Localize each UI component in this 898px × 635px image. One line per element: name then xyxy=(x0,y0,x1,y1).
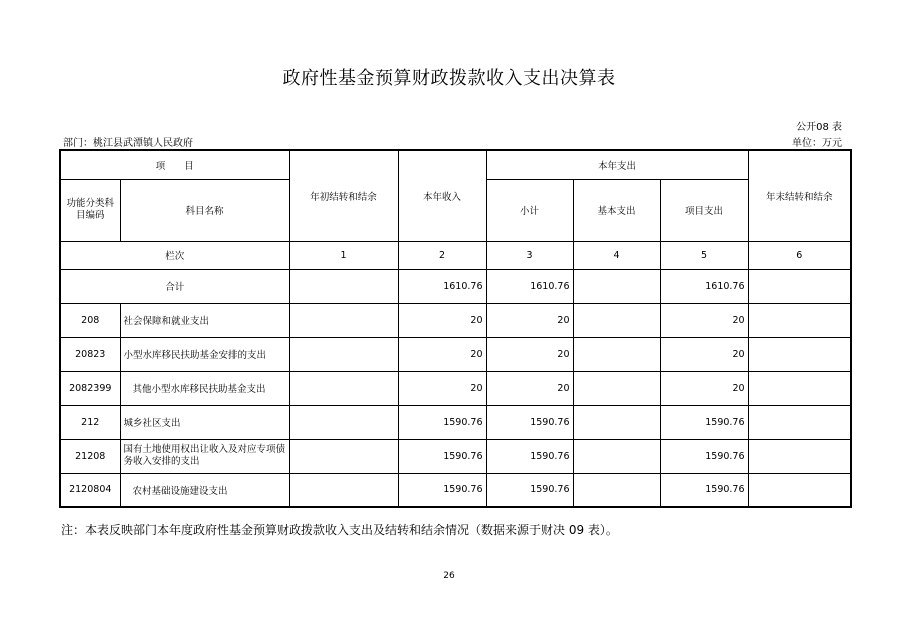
table-row xyxy=(60,337,851,371)
row-name: 社会保障和就业支出 xyxy=(120,303,289,337)
row-subtotal: 1590.76 xyxy=(486,473,573,507)
row-income: 20 xyxy=(398,303,486,337)
row-project: 20 xyxy=(660,337,748,371)
header-basic-expense: 基本支出 xyxy=(573,179,660,241)
row-closing xyxy=(748,473,851,507)
row-name: 农村基础设施建设支出 xyxy=(120,473,289,507)
fund-budget-table xyxy=(59,149,852,508)
total-income: 1610.76 xyxy=(398,269,486,303)
row-subtotal: 1590.76 xyxy=(486,405,573,439)
row-name: 国有土地使用权出让收入及对应专项债务收入安排的支出 xyxy=(120,439,289,473)
header-func-code: 功能分类科目编码 xyxy=(60,179,120,241)
header-current-income: 本年收入 xyxy=(398,150,486,241)
table-note: 注：本表反映部门本年度政府性基金预算财政拨款收入支出及结转和结余情况（数据来源于财决 09 表）。 xyxy=(61,523,618,537)
row-project: 20 xyxy=(660,303,748,337)
row-basic xyxy=(573,337,660,371)
row-closing xyxy=(748,439,851,473)
header-subtotal: 小计 xyxy=(486,179,573,241)
row-opening xyxy=(289,439,398,473)
column-index-5: 5 xyxy=(660,241,748,269)
header-project-expense: 项目支出 xyxy=(660,179,748,241)
row-income: 20 xyxy=(398,371,486,405)
total-basic xyxy=(573,269,660,303)
row-subtotal: 20 xyxy=(486,337,573,371)
row-project: 20 xyxy=(660,371,748,405)
row-name: 其他小型水库移民扶助基金支出 xyxy=(120,371,289,405)
row-opening xyxy=(289,337,398,371)
row-basic xyxy=(573,439,660,473)
column-index-label: 栏次 xyxy=(60,241,289,269)
row-basic xyxy=(573,473,660,507)
column-index-3: 3 xyxy=(486,241,573,269)
header-current-expense: 本年支出 xyxy=(486,150,748,179)
row-project: 1590.76 xyxy=(660,439,748,473)
row-code: 212 xyxy=(60,405,120,439)
row-closing xyxy=(748,405,851,439)
total-label: 合计 xyxy=(60,269,289,303)
row-basic xyxy=(573,303,660,337)
row-closing xyxy=(748,303,851,337)
total-row xyxy=(60,269,851,303)
row-income: 1590.76 xyxy=(398,473,486,507)
table-row xyxy=(60,405,851,439)
table-row xyxy=(60,303,851,337)
row-project: 1590.76 xyxy=(660,405,748,439)
row-opening xyxy=(289,371,398,405)
row-subtotal: 20 xyxy=(486,303,573,337)
row-code: 21208 xyxy=(60,439,120,473)
table-row xyxy=(60,473,851,507)
total-subtotal: 1610.76 xyxy=(486,269,573,303)
unit-label: 单位：万元 xyxy=(792,138,842,149)
header-subject-name: 科目名称 xyxy=(120,179,289,241)
row-opening xyxy=(289,405,398,439)
header-opening-balance: 年初结转和结余 xyxy=(289,150,398,241)
table-row xyxy=(60,439,851,473)
row-project: 1590.76 xyxy=(660,473,748,507)
column-index-6: 6 xyxy=(748,241,851,269)
row-name: 城乡社区支出 xyxy=(120,405,289,439)
column-index-row xyxy=(60,241,851,269)
header-closing-balance: 年末结转和结余 xyxy=(748,150,851,241)
row-opening xyxy=(289,473,398,507)
total-project: 1610.76 xyxy=(660,269,748,303)
row-income: 20 xyxy=(398,337,486,371)
total-closing xyxy=(748,269,851,303)
row-code: 208 xyxy=(60,303,120,337)
row-code: 2082399 xyxy=(60,371,120,405)
row-opening xyxy=(289,303,398,337)
table-row xyxy=(60,371,851,405)
column-index-1: 1 xyxy=(289,241,398,269)
row-basic xyxy=(573,405,660,439)
column-index-2: 2 xyxy=(398,241,486,269)
total-opening xyxy=(289,269,398,303)
report-title: 政府性基金预算财政拨款收入支出决算表 xyxy=(282,68,616,89)
form-code: 公开08 表 xyxy=(796,122,842,133)
column-index-4: 4 xyxy=(573,241,660,269)
row-income: 1590.76 xyxy=(398,439,486,473)
row-closing xyxy=(748,371,851,405)
row-code: 2120804 xyxy=(60,473,120,507)
page-number: 26 xyxy=(443,571,455,581)
row-name: 小型水库移民扶助基金安排的支出 xyxy=(120,337,289,371)
header-item: 项 目 xyxy=(60,150,289,179)
row-closing xyxy=(748,337,851,371)
row-income: 1590.76 xyxy=(398,405,486,439)
row-subtotal: 1590.76 xyxy=(486,439,573,473)
row-subtotal: 20 xyxy=(486,371,573,405)
row-code: 20823 xyxy=(60,337,120,371)
row-basic xyxy=(573,371,660,405)
department-label: 部门：桃江县武潭镇人民政府 xyxy=(63,138,193,149)
